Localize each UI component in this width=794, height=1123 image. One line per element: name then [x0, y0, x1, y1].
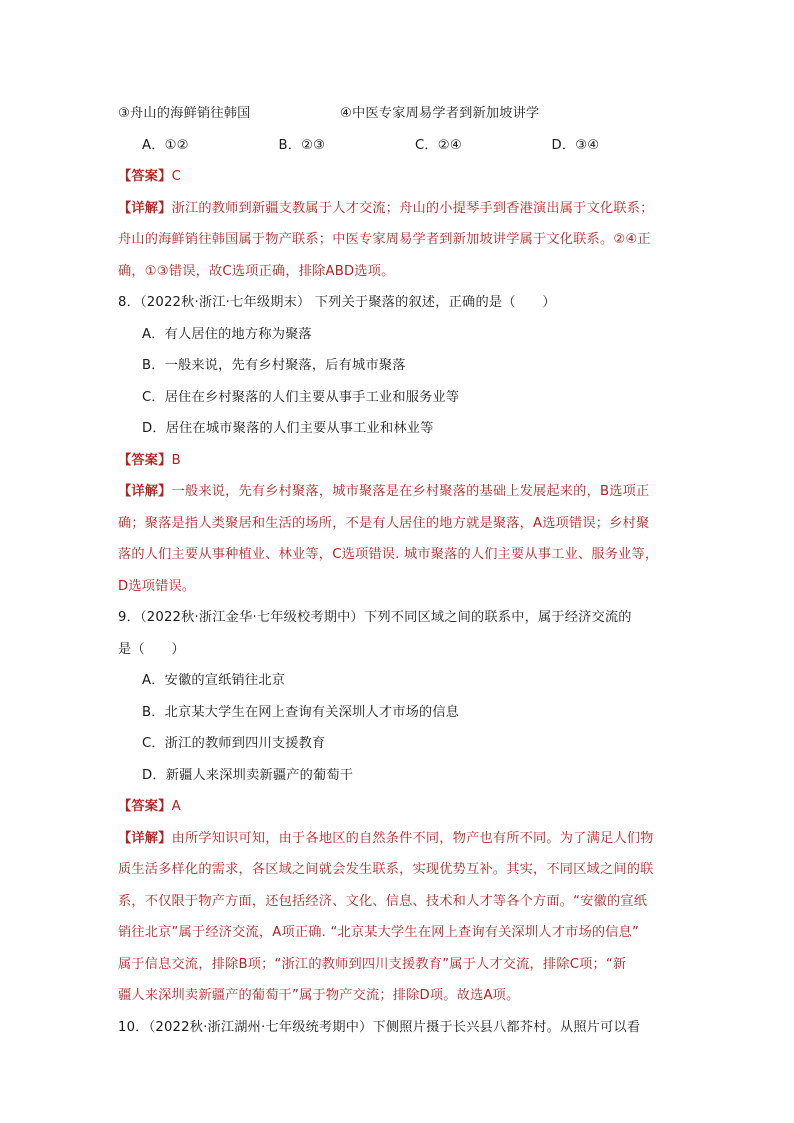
q7-choice-b[interactable]: B．②③ [278, 137, 326, 153]
q7-detail-line-1 [118, 193, 688, 225]
q9-stem-line-1: 9．（2022秋·浙江金华·七年级校考期中）下列不同区域之间的联系中，属于经济交流的 [118, 610, 632, 625]
answer-value: B [171, 452, 181, 468]
q9-option-b[interactable]: B．北京某大学生在网上查询有关深圳人才市场的信息 [142, 704, 460, 720]
document-page [118, 98, 688, 1043]
q8-detail-line-4: D选项错误。 [118, 578, 196, 594]
q9-option-c[interactable]: C．浙江的教师到四川支援教育 [142, 736, 326, 751]
q9-answer [118, 791, 688, 823]
answer-tag: 【答案】 [118, 169, 172, 184]
q9-stem-line-2: 是（ ） [118, 641, 185, 657]
q9-option-d[interactable]: D．新疆人来深圳卖新疆产的葡萄干 [142, 767, 354, 783]
answer-value: C [171, 169, 181, 184]
q8-option-b[interactable]: B．一般来说，先有乡村聚落，后有城市聚落 [142, 358, 406, 373]
q8-option-a[interactable]: A．有人居住的地方称为聚落 [142, 326, 312, 342]
q8-detail-line-1 [118, 476, 688, 508]
detail-tag: 【详解】 [118, 200, 172, 216]
answer-tag: 【答案】 [118, 799, 172, 814]
q9-detail-line-4: 销往北京”属于经济交流，A项正确. “北京某大学生在网上查询有关深圳人才市场的信息” [118, 925, 640, 940]
q8-detail-line-3: 落的人们主要从事种植业、林业等，C选项错误. 城市聚落的人们主要从事工业、服务业等， [118, 547, 659, 562]
detail-tag: 【详解】 [118, 830, 172, 846]
detail-text: 由所学知识可知，由于各地区的自然条件不同，物产也有所不同。为了满足人们物 [171, 830, 654, 846]
q8-stem: 8．（2022秋·浙江·七年级期末） 下列关于聚落的叙述，正确的是（ ） [118, 295, 556, 310]
q7-options-row [118, 98, 688, 130]
q9-detail-line-5: 属于信息交流，排除B项；“浙江的教师到四川支援教育”属于人才交流，排除C项；“新 [118, 956, 627, 972]
q7-option-4: ④中医专家周易学者到新加坡讲学 [340, 106, 540, 121]
q7-option-3: ③舟山的海鲜销往韩国 [118, 106, 251, 121]
q9-detail-line-3: 系，不仅限于物产方面，还包括经济、文化、信息、技术和人才等各个方面。“安徽的宣纸 [118, 893, 648, 909]
q9-detail-line-6: 疆人来深圳卖新疆产的葡萄干”属于物产交流；排除D项。故选A项。 [118, 988, 520, 1003]
q10-stem: 10．（2022秋·浙江湖州·七年级统考期中）下侧照片摄于长兴县八都芥村。从照片可以看 [118, 1019, 641, 1035]
q9-detail-line-1 [118, 823, 688, 855]
answer-tag: 【答案】 [118, 452, 172, 468]
detail-tag: 【详解】 [118, 484, 172, 499]
q8-option-d[interactable]: D．居住在城市聚落的人们主要从事工业和林业等 [142, 421, 434, 436]
q7-detail-line-2: 舟山的海鲜销往韩国属于物产联系；中医专家周易学者到新加坡讲学属于文化联系。②④正 [118, 232, 651, 247]
q8-detail-line-2: 确；聚落是指人类聚居和生活的场所，不是有人居住的地方就是聚落，A选项错误；乡村聚 [118, 515, 650, 531]
detail-text: 浙江的教师到新疆支教属于人才交流；舟山的小提琴手到香港演出属于文化联系； [171, 200, 654, 216]
detail-text: 一般来说，先有乡村聚落，城市聚落是在乡村聚落的基础上发展起来的，B选项正 [171, 484, 650, 499]
q7-choice-c[interactable]: C．②④ [415, 137, 462, 153]
q8-answer [118, 445, 688, 477]
q7-choice-a[interactable]: A．①② [142, 137, 189, 153]
q7-choice-d[interactable]: D．③④ [551, 137, 600, 153]
q7-choices [118, 130, 688, 162]
q9-option-a[interactable]: A．安徽的宣纸销往北京 [142, 673, 286, 688]
answer-value: A [171, 799, 181, 814]
q9-detail-line-2: 质生活多样化的需求，各区域之间就会发生联系，实现优势互补。其实，不同区域之间的联 [118, 862, 654, 877]
q8-option-c[interactable]: C．居住在乡村聚落的人们主要从事手工业和服务业等 [142, 389, 460, 405]
q7-detail-line-3: 确，①③错误，故C选项正确，排除ABD选项。 [118, 263, 395, 279]
q7-answer [118, 161, 688, 193]
